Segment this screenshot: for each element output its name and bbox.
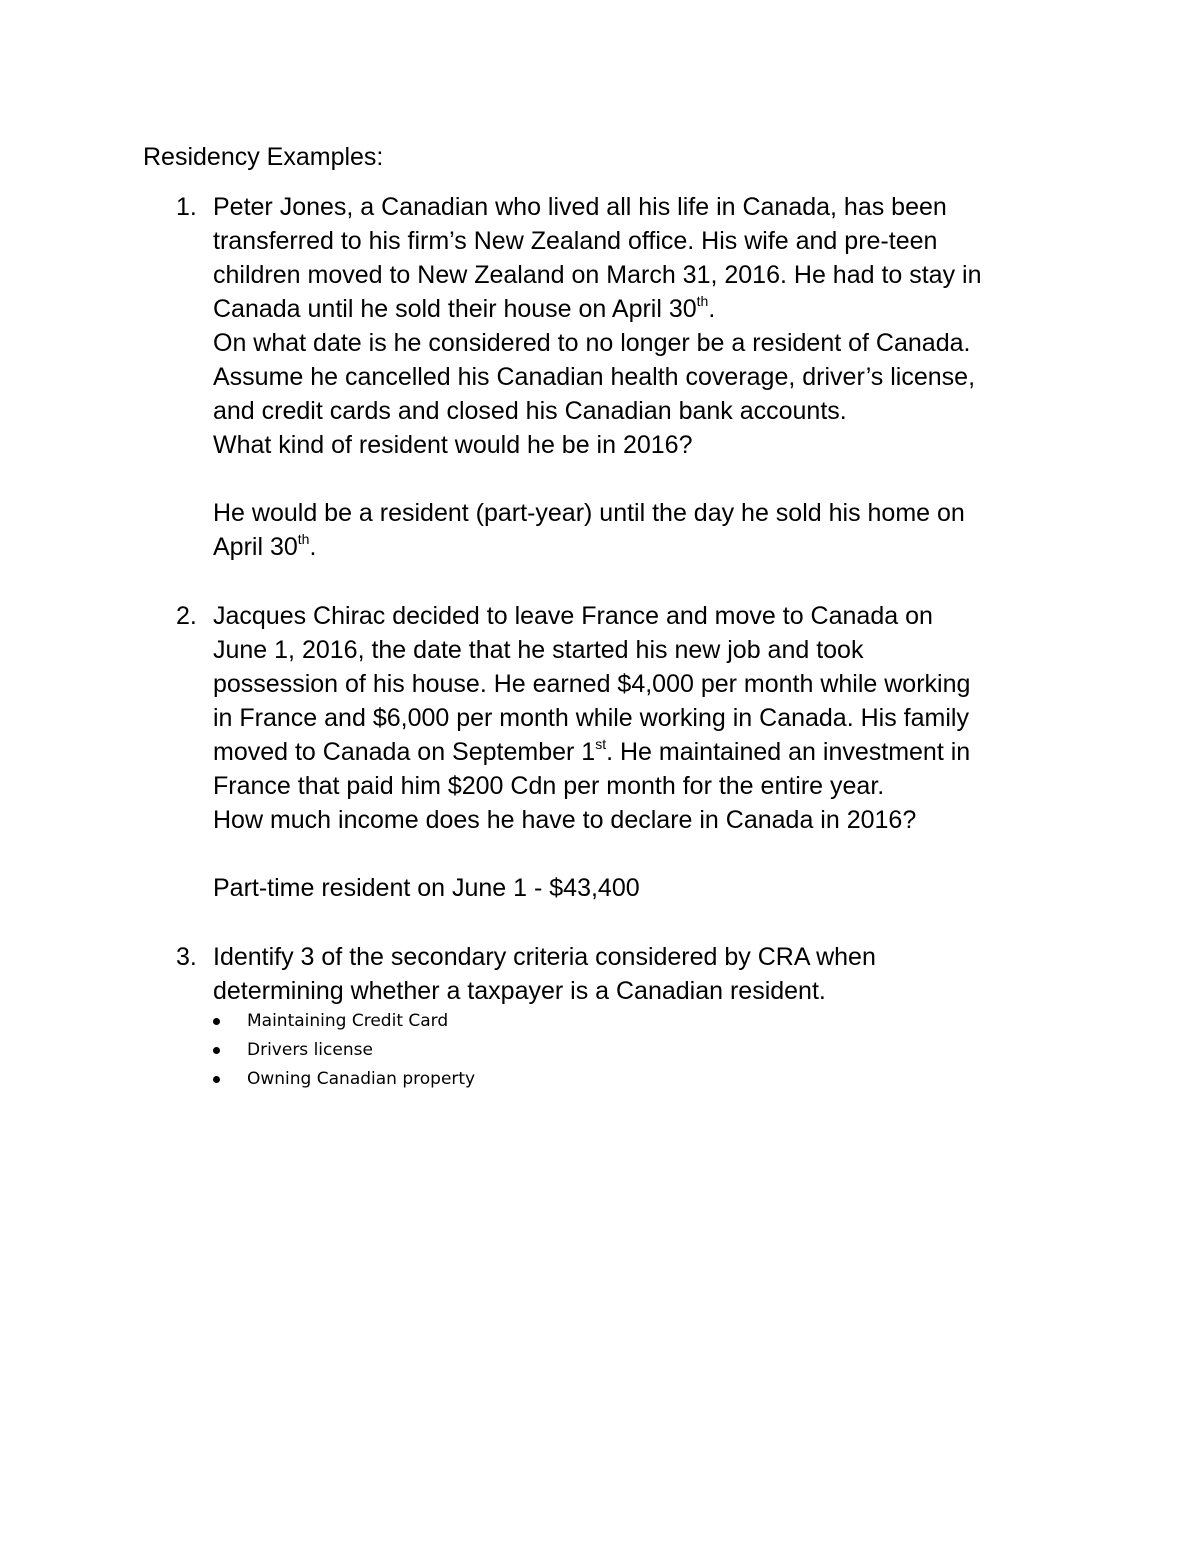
question-line: possession of his house. He earned $4,000 per month while working: [213, 670, 971, 698]
answer-line: [213, 530, 1093, 564]
ordinal-suffix: th: [696, 292, 709, 309]
line-text: moved to Canada on September 1: [213, 738, 596, 766]
question-number: 3.: [176, 943, 197, 971]
question-line: [213, 292, 1093, 326]
line-text: . He maintained an investment in: [606, 738, 971, 766]
answer-line: Part-time resident on June 1 - $43,400: [213, 874, 640, 902]
document-heading: Residency Examples:: [143, 143, 384, 171]
ordinal-suffix: th: [297, 530, 310, 547]
question-line: Identify 3 of the secondary criteria considered by CRA when: [213, 943, 876, 971]
question-line: [213, 735, 1093, 769]
bullet-icon: [213, 1076, 220, 1083]
question-line: and credit cards and closed his Canadian bank accounts.: [213, 397, 847, 425]
list-item-text: Maintaining Credit Card: [247, 1011, 449, 1031]
bullet-icon: [213, 1047, 220, 1054]
criteria-list: [213, 1007, 813, 1094]
line-text: .: [708, 295, 716, 323]
answer-line: He would be a resident (part-year) until the day he sold his home on: [213, 499, 965, 527]
line-text: April 30: [213, 533, 298, 561]
line-text: .: [309, 533, 317, 561]
list-item-text: Drivers license: [247, 1040, 373, 1060]
question-body: [213, 599, 1093, 905]
question-line: transferred to his firm’s New Zealand office. His wife and pre-teen: [213, 227, 938, 255]
question-line: France that paid him $200 Cdn per month for the entire year.: [213, 772, 885, 800]
list-item: [213, 1007, 813, 1036]
question-line: On what date is he considered to no longer be a resident of Canada.: [213, 329, 971, 357]
question-line: Jacques Chirac decided to leave France and move to Canada on: [213, 602, 933, 630]
list-item: [213, 1036, 813, 1065]
question-line: How much income does he have to declare in Canada in 2016?: [213, 806, 917, 834]
question-body: [213, 190, 1093, 564]
blank-line: [213, 837, 1093, 871]
question-number: 1.: [176, 193, 197, 221]
list-item: [213, 1065, 813, 1094]
blank-line: [213, 462, 1093, 496]
question-line: determining whether a taxpayer is a Canadian resident.: [213, 977, 826, 1005]
question-line: What kind of resident would he be in 2016?: [213, 431, 693, 459]
question-number: 2.: [176, 602, 197, 630]
question-line: June 1, 2016, the date that he started his new job and took: [213, 636, 864, 664]
list-item-text: Owning Canadian property: [247, 1069, 476, 1089]
question-line: Assume he cancelled his Canadian health coverage, driver’s license,: [213, 363, 976, 391]
ordinal-suffix: st: [595, 735, 607, 752]
question-body: [213, 940, 1093, 1008]
question-line: Peter Jones, a Canadian who lived all his life in Canada, has been: [213, 193, 947, 221]
question-line: in France and $6,000 per month while working in Canada. His family: [213, 704, 969, 732]
line-text: Canada until he sold their house on April 30: [213, 295, 697, 323]
question-line: children moved to New Zealand on March 31, 2016. He had to stay in: [213, 261, 982, 289]
bullet-icon: [213, 1018, 220, 1025]
